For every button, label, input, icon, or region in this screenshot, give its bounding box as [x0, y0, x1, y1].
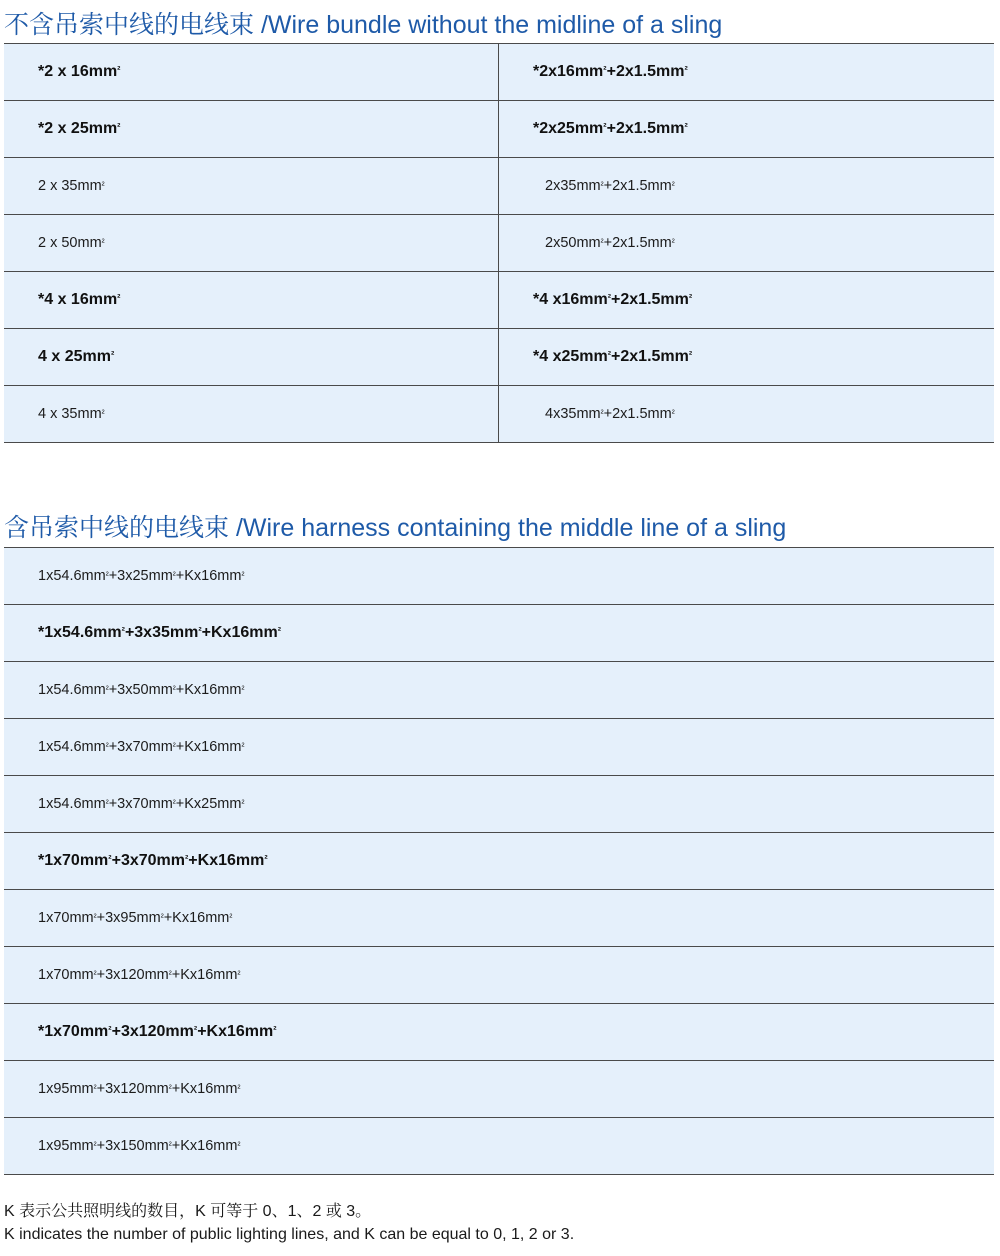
- table-cell: 4 x 35mm $^{^2}$: [4, 386, 499, 442]
- table-row: [4, 605, 994, 662]
- table-row: [4, 719, 994, 776]
- table-cell: *1x54.6mm $^{^2}$ +3x35mm $^{^2}$ +Kx16mm $^{^2}$: [38, 624, 281, 641]
- section-title-with-midline: 含吊索中线的电线束 /Wire harness containing the middle line of a sling: [4, 514, 787, 542]
- table-cell: *2 x 16mm $^{^2}$: [4, 44, 499, 100]
- table-row: [4, 386, 994, 443]
- table-row: [4, 890, 994, 947]
- table-cell: *4 x25mm $^{^2}$ +2x1.5mm $^{^2}$: [533, 348, 693, 365]
- wire-bundle-table: [4, 43, 994, 443]
- table-cell: 1x54.6mm $^{^2}$ +3x25mm $^{^2}$ +Kx16mm $^{^2}$: [38, 568, 245, 584]
- table-cell: 4 x 25mm $^{^2}$: [4, 329, 499, 385]
- table-row: [4, 272, 994, 329]
- table-cell: *1x70mm $^{^2}$ +3x70mm $^{^2}$ +Kx16mm $^{^2}$: [38, 852, 268, 869]
- table-cell: *4 x16mm $^{^2}$ +2x1.5mm $^{^2}$: [533, 291, 693, 308]
- table-cell: 1x54.6mm $^{^2}$ +3x70mm $^{^2}$ +Kx25mm $^{^2}$: [38, 796, 245, 812]
- table-row: [4, 1061, 994, 1118]
- table-cell: 2 x 50mm $^{^2}$: [4, 215, 499, 271]
- table-cell: 2x50mm $^{^2}$ +2x1.5mm $^{^2}$: [545, 235, 675, 251]
- table-row: [4, 947, 994, 1004]
- table-cell: *2x25mm $^{^2}$ +2x1.5mm $^{^2}$: [533, 120, 688, 137]
- table-row: [4, 158, 994, 215]
- table-row: [4, 44, 994, 101]
- table-cell: 1x95mm $^{^2}$ +3x150mm $^{^2}$ +Kx16mm $^{^2}$: [38, 1138, 241, 1154]
- table-cell: 2 x 35mm $^{^2}$: [4, 158, 499, 214]
- table-cell: *4 x 16mm $^{^2}$: [4, 272, 499, 328]
- table-row: [4, 101, 994, 158]
- table-cell: 1x70mm $^{^2}$ +3x120mm $^{^2}$ +Kx16mm $^{^2}$: [38, 967, 241, 983]
- table-cell: 2x35mm $^{^2}$ +2x1.5mm $^{^2}$: [545, 178, 675, 194]
- table-cell: 1x54.6mm $^{^2}$ +3x70mm $^{^2}$ +Kx16mm $^{^2}$: [38, 739, 245, 755]
- table-cell: *1x70mm $^{^2}$ +3x120mm $^{^2}$ +Kx16mm $^{^2}$: [38, 1023, 277, 1040]
- section-title-without-midline: 不含吊索中线的电线束 /Wire bundle without the midline of a sling: [4, 11, 723, 39]
- table-row: [4, 833, 994, 890]
- table-row: [4, 662, 994, 719]
- table-row: [4, 215, 994, 272]
- wire-harness-table: [4, 547, 994, 1175]
- table-row: [4, 329, 994, 386]
- table-cell: 4x35mm $^{^2}$ +2x1.5mm $^{^2}$: [545, 406, 675, 422]
- table-cell: *2x16mm $^{^2}$ +2x1.5mm $^{^2}$: [533, 63, 688, 80]
- table-row: [4, 548, 994, 605]
- table-cell: 1x70mm $^{^2}$ +3x95mm $^{^2}$ +Kx16mm $^{^2}$: [38, 910, 233, 926]
- footnote-english: K indicates the number of public lighting lines, and K can be equal to 0, 1, 2 or 3.: [4, 1226, 575, 1243]
- table-cell: 1x54.6mm $^{^2}$ +3x50mm $^{^2}$ +Kx16mm $^{^2}$: [38, 682, 245, 698]
- table-row: [4, 1004, 994, 1061]
- table-cell: 1x95mm $^{^2}$ +3x120mm $^{^2}$ +Kx16mm $^{^2}$: [38, 1081, 241, 1097]
- footnote-chinese: K 表示公共照明线的数目，K 可等于 0、1、2 或 3。: [4, 1203, 372, 1220]
- table-cell: *2 x 25mm $^{^2}$: [4, 101, 499, 157]
- table-row: [4, 1118, 994, 1175]
- table-row: [4, 776, 994, 833]
